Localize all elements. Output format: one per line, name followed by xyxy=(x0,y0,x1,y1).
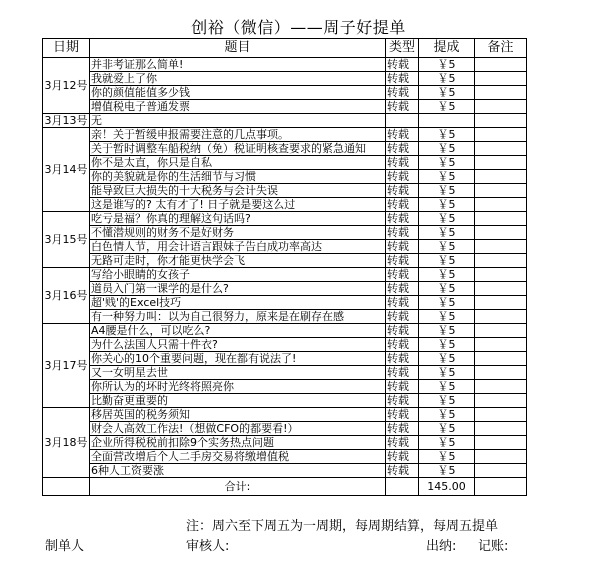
fee-cell: ￥5 xyxy=(419,254,475,268)
topic-cell: 有一种努力叫：以为自己很努力，原来是在刷存在感 xyxy=(90,310,386,324)
note-cell xyxy=(475,282,527,296)
note-cell xyxy=(475,380,527,394)
topic-cell: 不懂潜规则的财务不是好财务 xyxy=(90,226,386,240)
topic-cell: 写给小眼睛的女孩子 xyxy=(90,268,386,282)
type-cell: 转载 xyxy=(386,226,419,240)
note-cell xyxy=(475,422,527,436)
note-cell xyxy=(475,156,527,170)
note-cell xyxy=(475,268,527,282)
fee-cell: ￥5 xyxy=(419,86,475,100)
note-cell xyxy=(475,310,527,324)
note-cell xyxy=(475,100,527,114)
type-cell: 转载 xyxy=(386,142,419,156)
topic-cell: 比勤奋更重要的 xyxy=(90,394,386,408)
topic-cell: 企业所得税税前扣除9个实务热点问题 xyxy=(90,436,386,450)
type-cell: 转载 xyxy=(386,170,419,184)
topic-cell: 又一女明星去世 xyxy=(90,366,386,380)
table-row xyxy=(43,352,527,366)
type-cell: 转载 xyxy=(386,268,419,282)
type-cell: 转载 xyxy=(386,310,419,324)
date-cell: 3月18号 xyxy=(43,408,90,478)
reviewer-label: 审核人: xyxy=(186,539,230,554)
topic-cell: 你的颜值能值多少钱 xyxy=(90,86,386,100)
topic-cell: 能导致巨大损失的十大税务与会计失误 xyxy=(90,184,386,198)
header-note: 备注 xyxy=(475,39,527,58)
total-spacer-note xyxy=(475,478,527,496)
fee-cell: ￥5 xyxy=(419,268,475,282)
fee-cell xyxy=(419,114,475,128)
footer-note: 注：周六至下周五为一周期，每周期结算，每周五提单 xyxy=(186,519,499,534)
date-cell: 3月14号 xyxy=(43,128,90,212)
topic-cell: 为什么法国人只需十件衣? xyxy=(90,338,386,352)
type-cell: 转载 xyxy=(386,100,419,114)
type-cell: 转载 xyxy=(386,254,419,268)
type-cell xyxy=(386,114,419,128)
note-cell xyxy=(475,240,527,254)
document-title: 创裕（微信）——周子好提单 xyxy=(191,18,406,37)
table-row xyxy=(43,170,527,184)
note-cell xyxy=(475,366,527,380)
topic-cell: 超'贱'的Excel技巧 xyxy=(90,296,386,310)
note-cell xyxy=(475,58,527,72)
note-cell xyxy=(475,324,527,338)
cashier-label: 出纳: xyxy=(426,539,457,554)
topic-cell: 无路可走时，你才能更快学会飞 xyxy=(90,254,386,268)
fee-cell: ￥5 xyxy=(419,240,475,254)
fee-cell: ￥5 xyxy=(419,464,475,478)
topic-cell: 财会人高效工作法!（想做CFO的都要看!） xyxy=(90,422,386,436)
type-cell: 转载 xyxy=(386,212,419,226)
type-cell: 转载 xyxy=(386,184,419,198)
type-cell: 转载 xyxy=(386,128,419,142)
table-row xyxy=(43,422,527,436)
topic-cell: 这是谁写的? 太有才了! 日子就是要这么过 xyxy=(90,198,386,212)
fee-cell: ￥5 xyxy=(419,170,475,184)
fee-cell: ￥5 xyxy=(419,352,475,366)
table-row xyxy=(43,366,527,380)
note-cell xyxy=(475,296,527,310)
type-cell: 转载 xyxy=(386,198,419,212)
topic-cell: 白色情人节，用会计语言跟妹子告白成功率高达 xyxy=(90,240,386,254)
fee-cell: ￥5 xyxy=(419,198,475,212)
date-cell: 3月13号 xyxy=(44,114,88,127)
topic-cell: 无 xyxy=(90,114,386,128)
table-row xyxy=(43,408,527,422)
table-body xyxy=(43,58,527,478)
fee-cell: ￥5 xyxy=(419,450,475,464)
table-row xyxy=(43,184,527,198)
note-cell xyxy=(475,128,527,142)
table-row xyxy=(43,114,527,128)
table-row xyxy=(43,282,527,296)
bookkeeper-label: 记账: xyxy=(478,539,509,554)
fee-cell: ￥5 xyxy=(419,380,475,394)
fee-cell: ￥5 xyxy=(419,422,475,436)
type-cell: 转载 xyxy=(386,366,419,380)
header-fee: 提成 xyxy=(419,39,475,58)
table-row xyxy=(43,100,527,114)
fee-cell: ￥5 xyxy=(419,338,475,352)
topic-cell: 并非考证那么简单! xyxy=(90,58,386,72)
fee-cell: ￥5 xyxy=(419,310,475,324)
fee-cell: ￥5 xyxy=(419,394,475,408)
note-cell xyxy=(475,86,527,100)
table-row xyxy=(43,198,527,212)
topic-cell: 关于暂时调整车船税纳（免）税证明核查要求的紧急通知 xyxy=(90,142,386,156)
table-row xyxy=(43,142,527,156)
total-label: 合计: xyxy=(90,478,386,496)
date-cell: 3月15号 xyxy=(43,212,90,268)
table-row xyxy=(43,212,527,226)
topic-cell: 你的美貌就是你的生活细节与习惯 xyxy=(90,170,386,184)
note-cell xyxy=(475,198,527,212)
maker-label: 制单人 xyxy=(45,539,85,554)
type-cell: 转载 xyxy=(386,338,419,352)
type-cell: 转载 xyxy=(386,394,419,408)
note-cell xyxy=(475,394,527,408)
header-date: 日期 xyxy=(43,39,90,58)
type-cell: 转载 xyxy=(386,422,419,436)
note-cell xyxy=(475,184,527,198)
type-cell: 转载 xyxy=(386,450,419,464)
topic-cell: 增值税电子普通发票 xyxy=(90,100,386,114)
note-cell xyxy=(475,226,527,240)
note-cell xyxy=(475,436,527,450)
type-cell: 转载 xyxy=(386,352,419,366)
table-row xyxy=(43,268,527,282)
table-row xyxy=(43,338,527,352)
date-cell: 3月16号 xyxy=(43,268,90,324)
fee-cell: ￥5 xyxy=(419,296,475,310)
topic-cell: A4腰是什么，可以吃么? xyxy=(90,324,386,338)
topic-cell: 移居英国的税务须知 xyxy=(90,408,386,422)
fee-cell: ￥5 xyxy=(419,100,475,114)
note-cell xyxy=(475,408,527,422)
note-cell xyxy=(475,338,527,352)
note-cell xyxy=(475,464,527,478)
fee-cell: ￥5 xyxy=(419,156,475,170)
fee-cell: ￥5 xyxy=(419,212,475,226)
note-cell xyxy=(475,170,527,184)
table-row xyxy=(43,86,527,100)
fee-cell: ￥5 xyxy=(419,128,475,142)
table-row xyxy=(43,436,527,450)
total-row xyxy=(43,478,527,496)
type-cell: 转载 xyxy=(386,240,419,254)
note-cell xyxy=(475,114,527,128)
date-cell: 3月17号 xyxy=(43,324,90,408)
type-cell: 转载 xyxy=(386,156,419,170)
type-cell: 转载 xyxy=(386,58,419,72)
total-spacer xyxy=(43,478,90,496)
topic-cell: 我就爱上了你 xyxy=(90,72,386,86)
fee-cell: ￥5 xyxy=(419,58,475,72)
table-row xyxy=(43,394,527,408)
note-cell xyxy=(475,352,527,366)
type-cell: 转载 xyxy=(386,464,419,478)
note-cell xyxy=(475,450,527,464)
table-row xyxy=(43,380,527,394)
fee-cell: ￥5 xyxy=(419,72,475,86)
table-row xyxy=(43,240,527,254)
fee-cell: ￥5 xyxy=(419,366,475,380)
topic-cell: 全面营改增后个人二手房交易将缴增值税 xyxy=(90,450,386,464)
note-cell xyxy=(475,254,527,268)
fee-cell: ￥5 xyxy=(419,324,475,338)
table-row xyxy=(43,72,527,86)
topic-cell: 吃亏是福？你真的理解这句话吗? xyxy=(90,212,386,226)
type-cell: 转载 xyxy=(386,296,419,310)
total-value: 145.00 xyxy=(419,478,475,496)
fee-cell: ￥5 xyxy=(419,282,475,296)
table-row xyxy=(43,450,527,464)
topic-cell: 道员入门第一课学的是什么? xyxy=(90,282,386,296)
header-topic: 题目 xyxy=(90,39,386,58)
table-row xyxy=(43,254,527,268)
note-cell xyxy=(475,142,527,156)
header-row xyxy=(43,39,527,58)
table-row xyxy=(43,226,527,240)
total-spacer-type xyxy=(386,478,419,496)
topic-cell: 6种人工资要涨 xyxy=(90,464,386,478)
table-row xyxy=(43,310,527,324)
header-type: 类型 xyxy=(386,39,419,58)
table-row xyxy=(43,156,527,170)
fee-cell: ￥5 xyxy=(419,226,475,240)
table-row xyxy=(43,296,527,310)
type-cell: 转载 xyxy=(386,408,419,422)
type-cell: 转载 xyxy=(386,380,419,394)
type-cell: 转载 xyxy=(386,324,419,338)
note-cell xyxy=(475,212,527,226)
type-cell: 转载 xyxy=(386,86,419,100)
topic-cell: 你关心的10个重要问题，现在都有说法了! xyxy=(90,352,386,366)
topic-cell: 你所认为的坏时光终将照亮你 xyxy=(90,380,386,394)
note-cell xyxy=(475,72,527,86)
type-cell: 转载 xyxy=(386,436,419,450)
fee-cell: ￥5 xyxy=(419,142,475,156)
topic-cell: 你不是太直，你只是自私 xyxy=(90,156,386,170)
type-cell: 转载 xyxy=(386,72,419,86)
fee-cell: ￥5 xyxy=(419,436,475,450)
type-cell: 转载 xyxy=(386,282,419,296)
table-row xyxy=(43,324,527,338)
date-cell: 3月12号 xyxy=(43,58,90,114)
fee-cell: ￥5 xyxy=(419,184,475,198)
table-row xyxy=(43,128,527,142)
table-row xyxy=(43,58,527,72)
fee-cell: ￥5 xyxy=(419,408,475,422)
commission-table xyxy=(42,38,527,496)
table-row xyxy=(43,464,527,478)
topic-cell: 亲！关于暂缓申报需要注意的几点事项。 xyxy=(90,128,386,142)
